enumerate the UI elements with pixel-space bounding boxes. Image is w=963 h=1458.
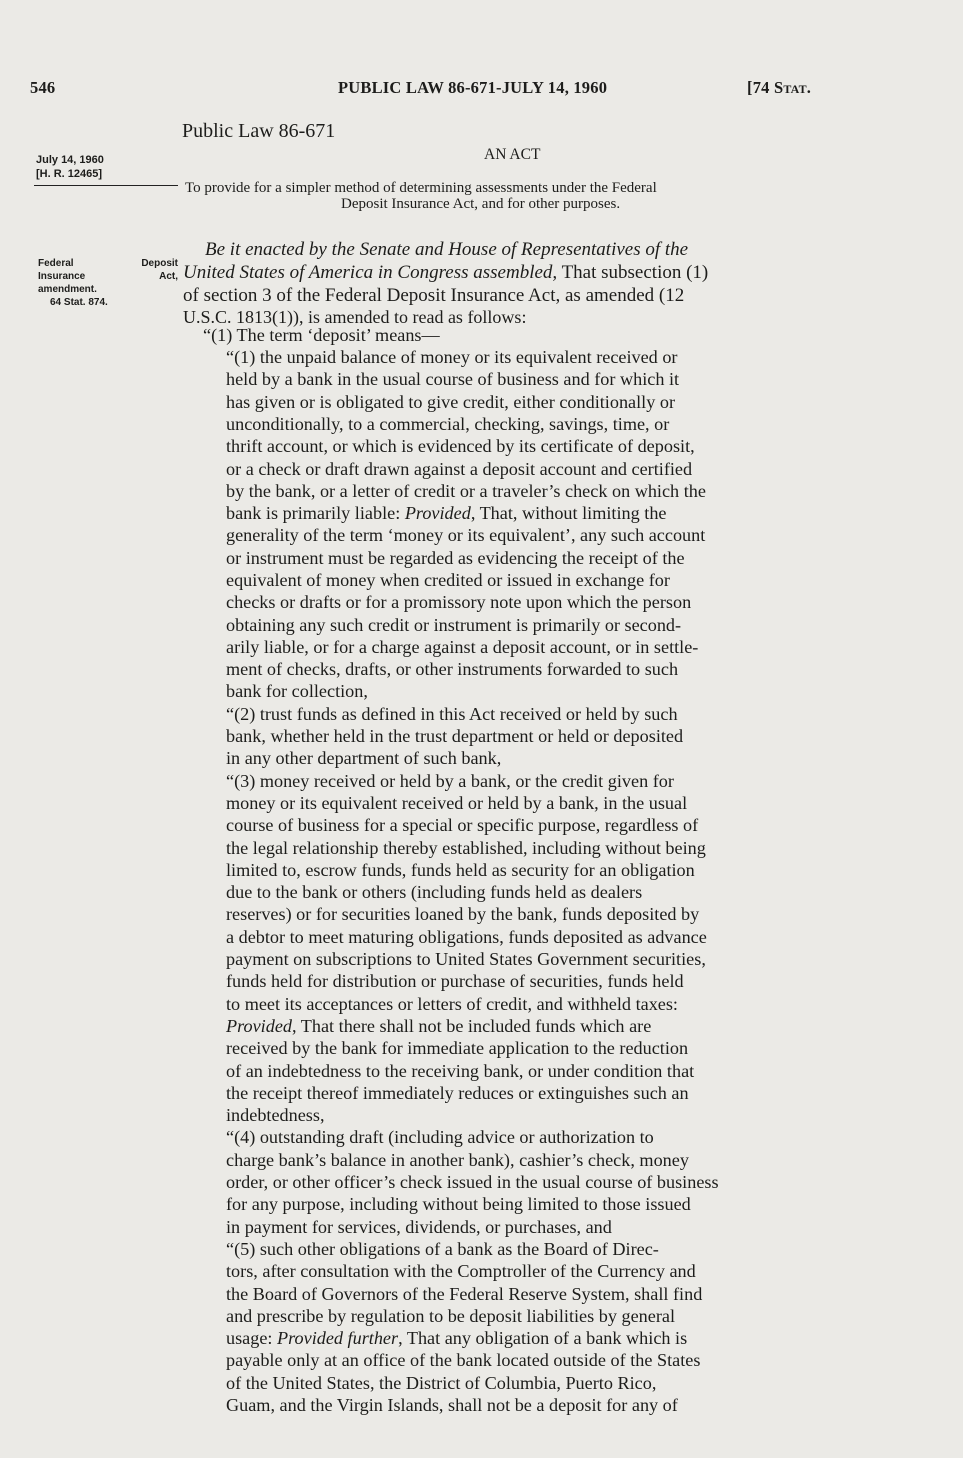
body-line: held by a bank in the usual course of business and for which it — [226, 369, 680, 389]
body-line: “(5) such other obligations of a bank as the Board of Direc- — [226, 1239, 659, 1259]
margin-note-1: Federal Deposit — [38, 258, 178, 269]
body-line: obtaining any such credit or instrument is primarily or second- — [226, 615, 682, 635]
body-line: equivalent of money when credited or issued in exchange for — [226, 570, 670, 590]
body-line: money or its equivalent received or held by a bank, in the usual — [226, 793, 688, 813]
margin-note-4: 64 Stat. 874. — [50, 297, 108, 308]
page-number: 546 — [30, 78, 56, 97]
body-line: has given or is obligated to give credit, either conditionally or — [226, 392, 676, 412]
body-line: in payment for services, dividends, or purchases, and — [226, 1217, 612, 1237]
body-line: “(2) trust funds as defined in this Act received or held by such — [226, 704, 678, 724]
body-line: bank for collection, — [226, 681, 368, 701]
provided-italic: Provided — [404, 503, 471, 523]
body-line: for any purpose, including without being limited to those issued — [226, 1194, 691, 1214]
margin-bill-number: [H. R. 12465] — [36, 168, 103, 180]
body-line: to meet its acceptances or letters of credit, and withheld taxes: — [226, 994, 678, 1014]
body-line: checks or drafts or for a promissory note upon which the person — [226, 592, 692, 612]
margin-divider — [34, 185, 178, 186]
body-line: “(1) the unpaid balance of money or its equivalent received or — [226, 347, 678, 367]
body-line: the receipt thereof immediately reduces or extinguishes such an — [226, 1083, 689, 1103]
body-line: payment on subscriptions to United States Government securities, — [226, 949, 706, 969]
margin-note-3: amendment. — [38, 284, 97, 295]
act-heading: AN ACT — [484, 146, 541, 163]
body-line: Guam, and the Virgin Islands, shall not be a deposit for any of — [226, 1395, 678, 1415]
body-line: funds held for distribution or purchase of securities, funds held — [226, 971, 684, 991]
body-line: a debtor to meet maturing obligations, funds deposited as advance — [226, 927, 707, 947]
body-line: “(3) money received or held by a bank, or the credit given for — [226, 771, 674, 791]
body-line: “(1) The term ‘deposit’ means— — [203, 325, 440, 345]
provided-italic: Provided further — [277, 1328, 399, 1348]
body-line: bank, whether held in the trust department or held or deposited — [226, 726, 684, 746]
statute-volume: [74 — [747, 78, 770, 97]
purpose-line-2: Deposit Insurance Act, and for other purposes. — [341, 196, 621, 212]
body-line: arily liable, or for a charge against a deposit account, or in settle- — [226, 637, 699, 657]
body-line: or a check or draft drawn against a deposit account and certified — [226, 459, 693, 479]
body-line: due to the bank or others (including funds held as dealers — [226, 882, 643, 902]
body-line: usage: Provided further, That any obligation of a bank which is — [226, 1328, 688, 1348]
law-title: Public Law 86-671 — [182, 120, 336, 142]
body-line: the legal relationship thereby established, including without being — [226, 838, 706, 858]
body-line: charge bank’s balance in another bank), cashier’s check, money — [226, 1150, 689, 1170]
body-line: of an indebtedness to the receiving bank, or under condition that — [226, 1061, 695, 1081]
body-line: of the United States, the District of Columbia, Puerto Rico, — [226, 1373, 657, 1393]
enacting-clause-rest: That subsection (1) — [557, 262, 709, 283]
body-line: indebtedness, — [226, 1105, 325, 1125]
body-line: by the bank, or a letter of credit or a traveler’s check on which the — [226, 481, 706, 501]
body-line: received by the bank for immediate application to the reduction — [226, 1038, 689, 1058]
body-line: generality of the term ‘money or its equivalent’, any such account — [226, 525, 706, 545]
body-line: and prescribe by regulation to be deposit liabilities by general — [226, 1306, 675, 1326]
enacting-clause-line-1: Be it enacted by the Senate and House of Representatives of the — [205, 239, 689, 260]
margin-date: July 14, 1960 — [36, 154, 104, 166]
running-title: PUBLIC LAW 86-671-JULY 14, 1960 — [338, 78, 608, 97]
body-line: limited to, escrow funds, funds held as security for an obligation — [226, 860, 695, 880]
body-line: payable only at an office of the bank located outside of the States — [226, 1350, 701, 1370]
body-line: reserves) or for securities loaned by the bank, funds deposited by — [226, 904, 700, 924]
body-line: “(4) outstanding draft (including advice or authorization to — [226, 1127, 654, 1147]
body-line: bank is primarily liable: Provided, That, without limiting the — [226, 503, 667, 523]
purpose-line-1: To provide for a simpler method of determining assessments under the Federal — [185, 180, 657, 196]
provided-italic: Provided — [226, 1016, 292, 1036]
body-line: in any other department of such bank, — [226, 748, 502, 768]
body-line: Provided, That there shall not be included funds which are — [226, 1016, 652, 1036]
body-line: unconditionally, to a commercial, checking, savings, time, or — [226, 414, 670, 434]
body-line: or instrument must be regarded as evidencing the receipt of the — [226, 548, 685, 568]
enacting-clause-italic: United States of America in Congress assembled, — [183, 262, 558, 283]
body-line: course of business for a special or specific purpose, regardless of — [226, 815, 699, 835]
body-line: thrift account, or which is evidenced by its certificate of deposit, — [226, 436, 695, 456]
enacting-clause-line-3: of section 3 of the Federal Deposit Insurance Act, as amended (12 — [183, 285, 685, 306]
margin-note-2: Insurance Act, — [38, 271, 178, 282]
body-line: the Board of Governors of the Federal Reserve System, shall find — [226, 1284, 703, 1304]
statute-label: Stat. — [773, 78, 812, 97]
statute-reference — [747, 78, 811, 98]
body-line: ment of checks, drafts, or other instruments forwarded to such — [226, 659, 679, 679]
enacting-clause-line-2 — [183, 262, 708, 284]
body-line: order, or other officer’s check issued in the usual course of business — [226, 1172, 719, 1192]
enacting-clause-line-4: U.S.C. 1813(1)), is amended to read as follows: — [183, 307, 527, 327]
body-line: tors, after consultation with the Comptroller of the Currency and — [226, 1261, 696, 1281]
